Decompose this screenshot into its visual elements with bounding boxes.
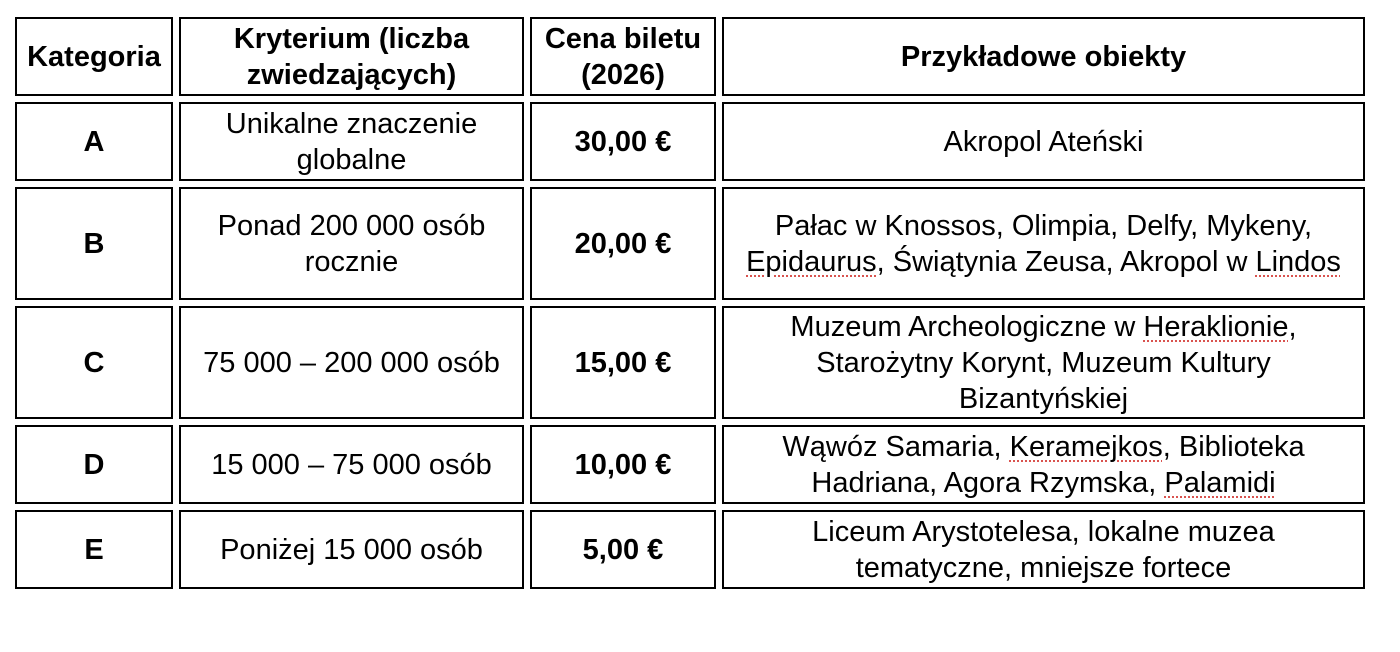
examples-cell: Wąwóz Samaria, Keramejkos, Biblioteka Hadriana, Agora Rzymska, Palamidi (722, 425, 1365, 504)
table-header-row (15, 17, 1365, 96)
price-cell: 15,00 € (530, 306, 716, 419)
category-cell: D (15, 425, 173, 504)
table-row (15, 425, 1365, 504)
criterion-cell: Unikalne znaczenie globalne (179, 102, 524, 181)
spellcheck-word: Lindos (1255, 245, 1341, 278)
spellcheck-word: Heraklionie (1143, 310, 1289, 343)
header-price: Cena biletu (2026) (530, 17, 716, 96)
spellcheck-word: Epidaurus (746, 245, 877, 278)
category-cell: E (15, 510, 173, 589)
document-page (15, 17, 1365, 589)
spellcheck-word: Palamidi (1164, 466, 1276, 499)
price-cell: 5,00 € (530, 510, 716, 589)
criterion-cell: Ponad 200 000 osób rocznie (179, 187, 524, 300)
table-row (15, 306, 1365, 419)
table-row (15, 102, 1365, 181)
criterion-cell: 15 000 – 75 000 osób (179, 425, 524, 504)
table-row (15, 510, 1365, 589)
category-cell: B (15, 187, 173, 300)
examples-cell: Akropol Ateński (722, 102, 1365, 181)
price-cell: 10,00 € (530, 425, 716, 504)
category-cell: C (15, 306, 173, 419)
criterion-cell: Poniżej 15 000 osób (179, 510, 524, 589)
price-cell: 20,00 € (530, 187, 716, 300)
header-category: Kategoria (15, 17, 173, 96)
examples-cell: Liceum Arystotelesa, lokalne muzea tematyczne, mniejsze fortece (722, 510, 1365, 589)
price-cell: 30,00 € (530, 102, 716, 181)
header-examples: Przykładowe obiekty (722, 17, 1365, 96)
ticket-price-table (9, 11, 1371, 595)
examples-cell: Pałac w Knossos, Olimpia, Delfy, Mykeny, Epidaurus, Świątynia Zeusa, Akropol w Lindos (722, 187, 1365, 300)
header-criterion: Kryterium (liczba zwiedzających) (179, 17, 524, 96)
spellcheck-word: Keramejkos (1009, 430, 1163, 463)
criterion-cell: 75 000 – 200 000 osób (179, 306, 524, 419)
examples-cell: Muzeum Archeologiczne w Heraklionie, Starożytny Korynt, Muzeum Kultury Bizantyńskiej (722, 306, 1365, 419)
category-cell: A (15, 102, 173, 181)
table-row (15, 187, 1365, 300)
